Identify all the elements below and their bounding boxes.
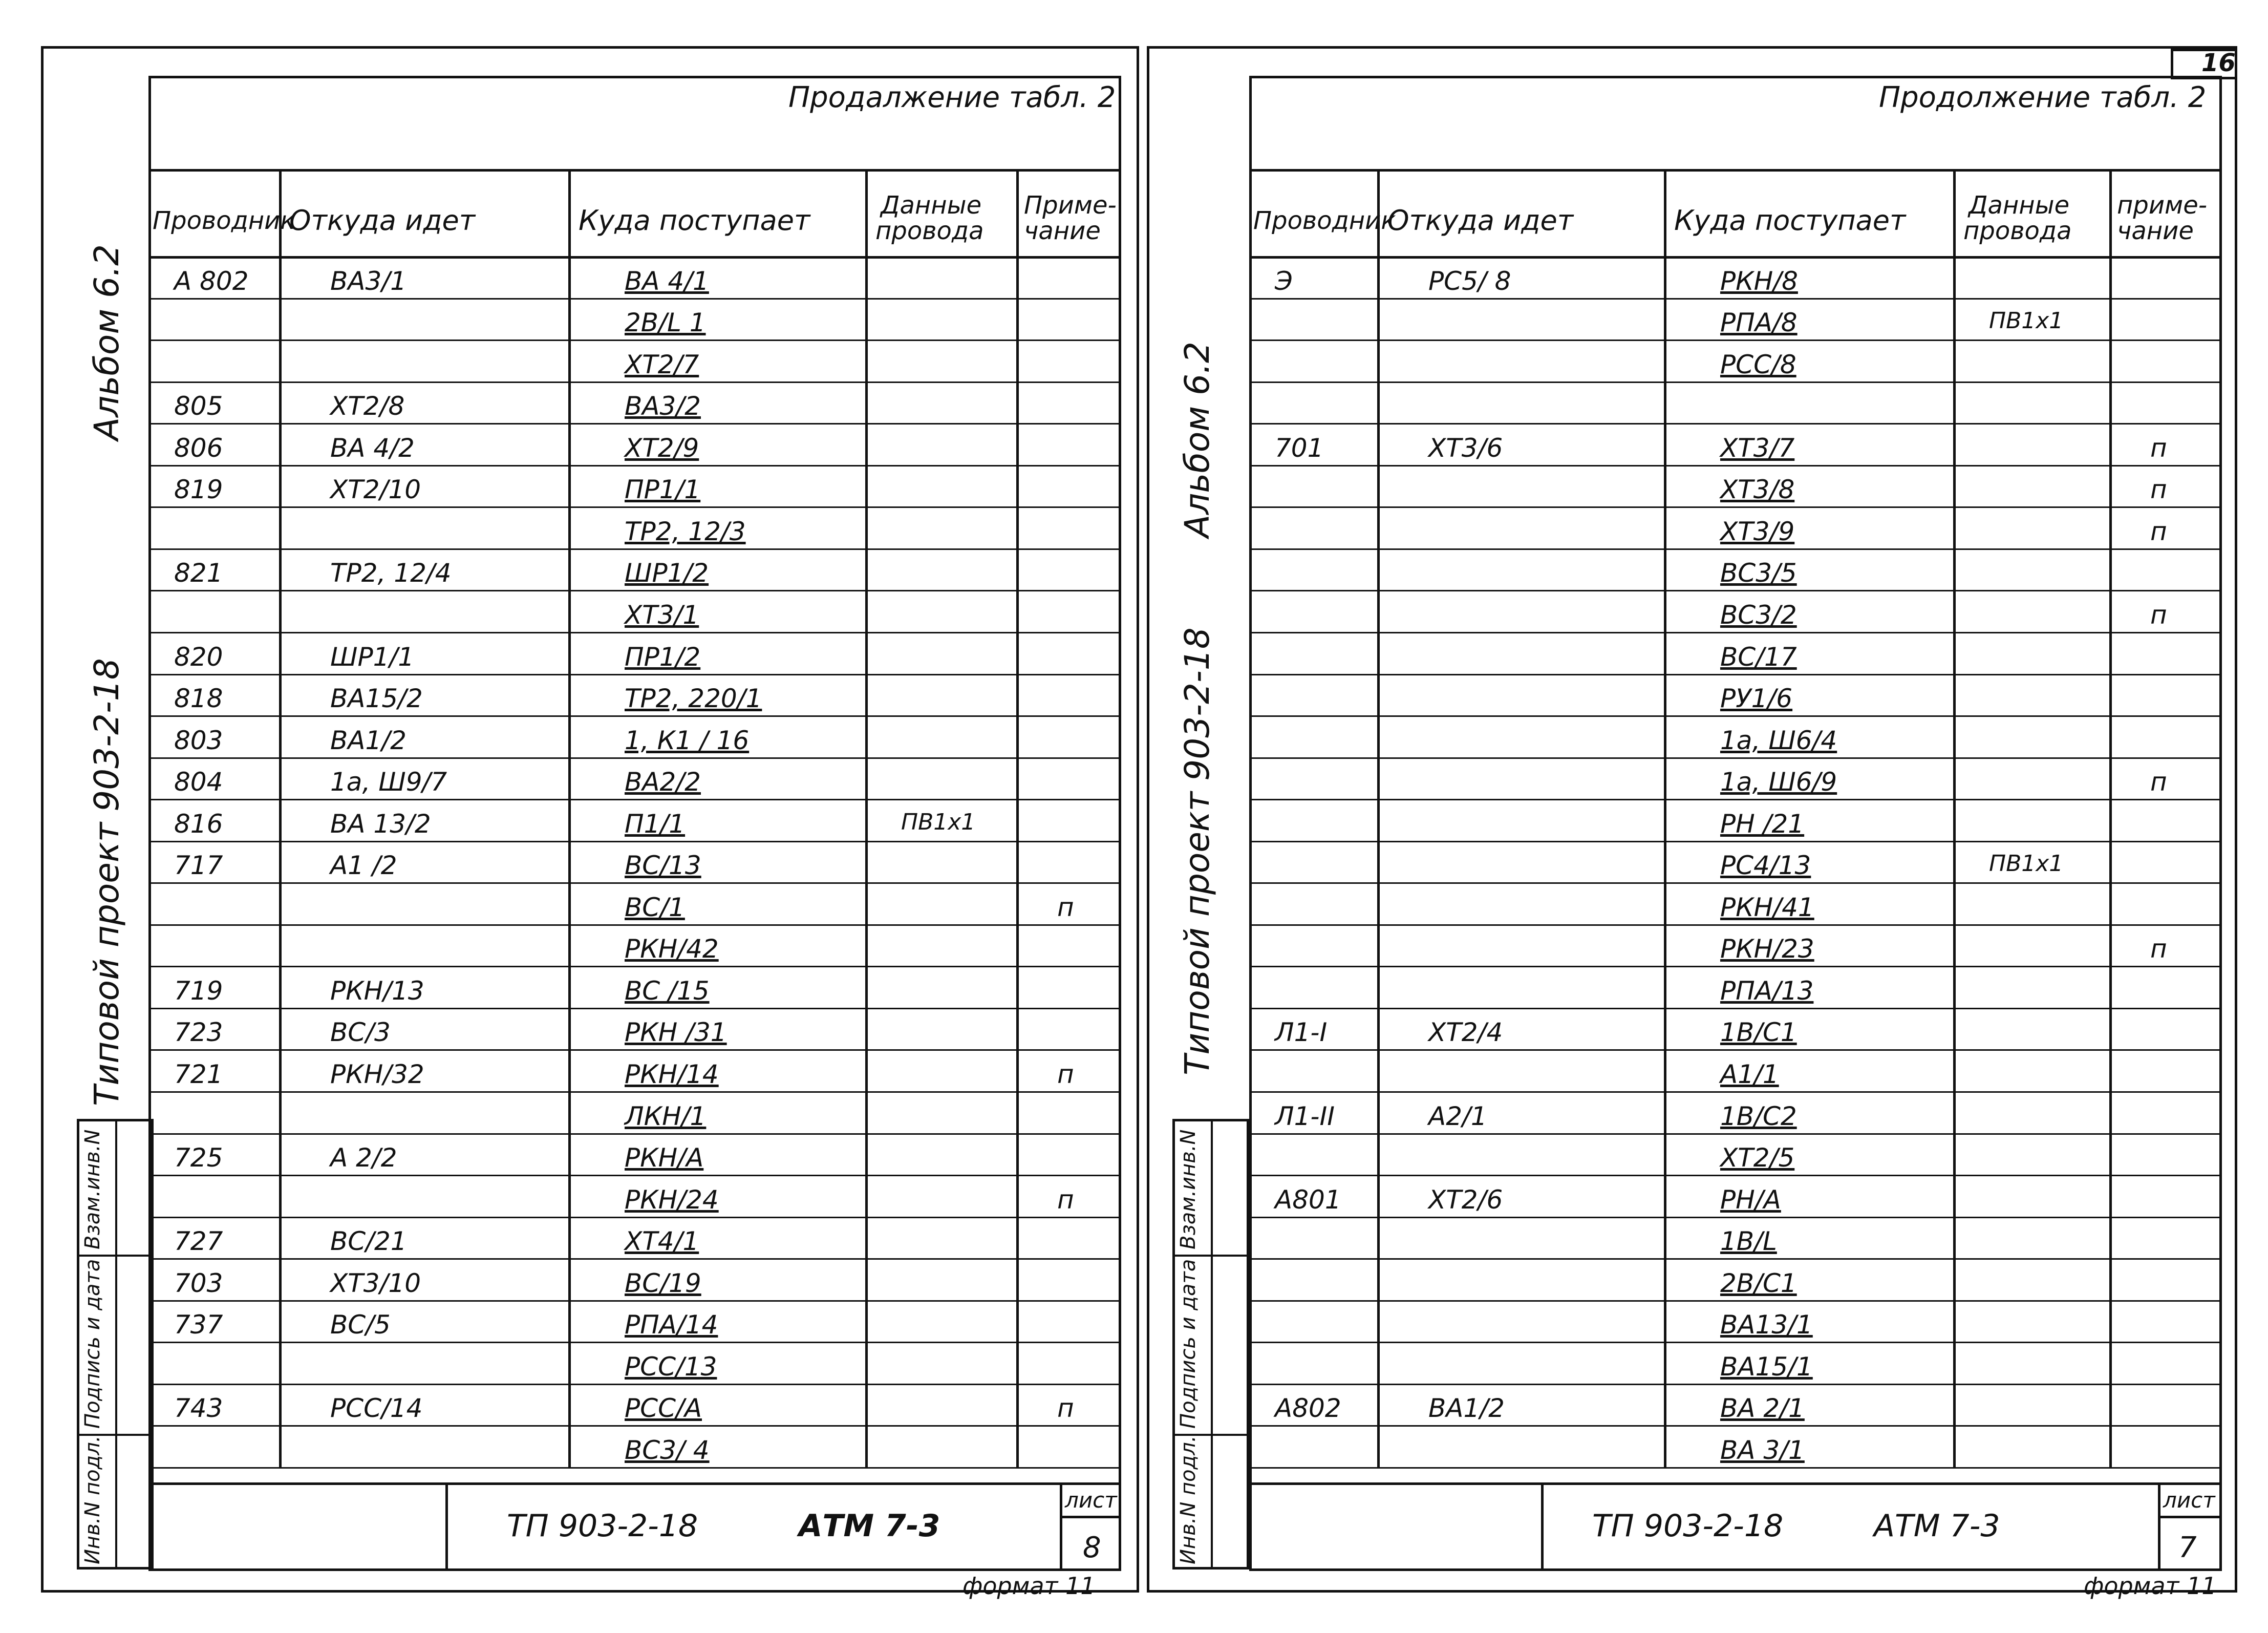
- table-row-line: [1249, 548, 2222, 550]
- header-data-line2: провода: [1963, 217, 2072, 245]
- header-wire: Проводник: [153, 206, 295, 235]
- cell-to: ВА 4/1: [625, 266, 709, 296]
- cell-to: ВС/17: [1720, 642, 1797, 672]
- cell-to: 1а, Ш6/4: [1720, 725, 1837, 755]
- table-row-line: [1249, 799, 2222, 800]
- stamp-divider: [1211, 1119, 1213, 1570]
- cell-to: РКН/А: [625, 1143, 704, 1173]
- cell-to: 1, К1 / 16: [625, 725, 750, 755]
- stamp-label: Взам.инв.N: [81, 1129, 104, 1249]
- cell-to: РСС/А: [625, 1393, 702, 1424]
- table-row-line: [1249, 298, 2222, 300]
- table-column-line: [1377, 169, 1380, 1467]
- table-row-line: [1249, 715, 2222, 717]
- table-column-line: [2109, 169, 2112, 1467]
- cell-wire: 819: [174, 475, 223, 505]
- cell-to: РПА/14: [625, 1310, 718, 1340]
- table-row-line: [148, 632, 1121, 633]
- table-row-line: [148, 1217, 1121, 1218]
- cell-wire: 721: [174, 1059, 223, 1090]
- left-footer-doc: АТМ 7-3: [799, 1508, 940, 1544]
- table-row-line: [148, 298, 1121, 300]
- cell-to: ХТ3/7: [1720, 433, 1795, 463]
- cell-to: РН/А: [1720, 1184, 1781, 1215]
- table-row-line: [148, 423, 1121, 425]
- cell-wire: 806: [174, 433, 223, 463]
- left-footer-code: ТП 903-2-18: [507, 1508, 698, 1544]
- cell-wire: Л1-II: [1275, 1101, 1335, 1131]
- cell-wire: 719: [174, 975, 223, 1006]
- cell-note: п: [1057, 892, 1074, 922]
- right-footer-code: ТП 903-2-18: [1592, 1508, 1784, 1544]
- header-to: Куда поступает: [579, 204, 810, 237]
- table-row-line: [148, 1175, 1121, 1176]
- cell-from: ВС/21: [330, 1226, 407, 1257]
- cell-to: РУ1/6: [1720, 684, 1793, 714]
- table-row-line: [148, 465, 1121, 466]
- table-row-line: [148, 1342, 1121, 1343]
- table-row-line: [1249, 674, 2222, 675]
- cell-note: п: [2150, 433, 2167, 463]
- cell-data: ПВ1х1: [1989, 851, 2064, 877]
- table-row-line: [148, 1008, 1121, 1009]
- cell-from: ХТ2/10: [330, 475, 421, 505]
- table-column-line: [865, 169, 868, 1467]
- right-side-album: Альбом 6.2: [1178, 341, 1217, 538]
- table-row-line: [148, 924, 1121, 926]
- left-sheet-label: лист: [1065, 1488, 1117, 1513]
- cell-from: А1 /2: [330, 851, 397, 881]
- table-row-line: [148, 1091, 1121, 1093]
- cell-from: ВА15/2: [330, 684, 423, 714]
- table-header-bottom-line: [148, 256, 1121, 259]
- stamp-label: Инв.N подл.: [81, 1435, 104, 1564]
- left-sheet-number: 8: [1083, 1531, 1101, 1564]
- cell-from: ВА 4/2: [330, 433, 415, 463]
- cell-from: А2/1: [1428, 1101, 1487, 1131]
- cell-from: А 2/2: [330, 1143, 397, 1173]
- cell-wire: 804: [174, 767, 223, 797]
- header-from: Откуда идет: [289, 204, 476, 237]
- cell-to: ХТ2/5: [1720, 1143, 1795, 1173]
- table-row-line: [1249, 381, 2222, 383]
- cell-to: ВА15/1: [1720, 1351, 1813, 1382]
- right-format-label: формат 11: [2084, 1572, 2217, 1600]
- cell-to: 1а, Ш6/9: [1720, 767, 1837, 797]
- cell-to: ВС/1: [625, 892, 685, 922]
- table-row-line: [148, 715, 1121, 717]
- cell-to: 1В/С2: [1720, 1101, 1797, 1131]
- cell-from: ВА 13/2: [330, 809, 431, 839]
- table-row-line: [148, 1384, 1121, 1385]
- table-row-line: [1249, 1133, 2222, 1135]
- header-to: Куда поступает: [1674, 204, 1906, 237]
- header-note-line1: приме-: [2117, 191, 2208, 220]
- left-format-label: формат 11: [962, 1572, 1096, 1600]
- cell-to: ХТ4/1: [625, 1226, 699, 1257]
- cell-from: ХТ2/4: [1428, 1017, 1503, 1048]
- table-row-line: [1249, 924, 2222, 926]
- cell-to: РКН/23: [1720, 934, 1814, 964]
- cell-to: ЛКН/1: [625, 1101, 707, 1131]
- cell-to: ПР1/2: [625, 642, 701, 672]
- cell-note: п: [1057, 1184, 1074, 1215]
- table-row-line: [1249, 465, 2222, 466]
- right-sheet-label: лист: [2163, 1488, 2215, 1513]
- cell-to: ВС /15: [625, 975, 710, 1006]
- cell-from: ХТ3/6: [1428, 433, 1503, 463]
- table-column-line: [279, 169, 282, 1467]
- cell-to: ХТ3/8: [1720, 475, 1795, 505]
- cell-wire: 725: [174, 1143, 223, 1173]
- cell-wire: A 802: [174, 266, 249, 296]
- cell-to: РКН/14: [625, 1059, 719, 1090]
- table-row-line: [148, 340, 1121, 341]
- table-column-line: [1016, 169, 1019, 1467]
- header-wire: Проводник: [1253, 206, 1396, 235]
- cell-to: П1/1: [625, 809, 686, 839]
- table-header-bottom-line: [1249, 256, 2222, 259]
- header-note-line2: чание: [1024, 217, 1101, 245]
- table-row-line: [1249, 1008, 2222, 1009]
- right-footer-doc: АТМ 7-3: [1874, 1508, 2000, 1544]
- table-row-line: [148, 1049, 1121, 1051]
- table-row-line: [148, 1133, 1121, 1135]
- table-header-top-line: [1249, 169, 2222, 172]
- cell-wire: А802: [1275, 1393, 1341, 1424]
- stamp-label: Взам.инв.N: [1176, 1129, 1200, 1249]
- cell-to: ХТ2/7: [625, 349, 699, 379]
- table-row-line: [148, 799, 1121, 800]
- cell-to: 1В/L: [1720, 1226, 1777, 1257]
- cell-from: РКН/32: [330, 1059, 424, 1090]
- cell-to: ВА 2/1: [1720, 1393, 1805, 1424]
- cell-to: РСС/8: [1720, 349, 1796, 379]
- cell-to: ПР1/1: [625, 475, 701, 505]
- cell-to: РКН/42: [625, 934, 719, 964]
- table-row-line: [148, 506, 1121, 508]
- table-row-line: [1249, 1425, 2222, 1427]
- cell-to: ХТ3/9: [1720, 516, 1795, 546]
- cell-from: ВА3/1: [330, 266, 406, 296]
- right-sheet-number: 7: [2178, 1531, 2197, 1564]
- cell-to: ВС3/2: [1720, 600, 1797, 630]
- table-row-line: [148, 841, 1121, 842]
- right-continuation-title: Продолжение табл. 2: [1879, 81, 2207, 114]
- header-note-line2: чание: [2117, 217, 2194, 245]
- cell-to: 2В/L 1: [625, 308, 706, 338]
- cell-note: п: [2150, 934, 2167, 964]
- right-corner-number: 16: [2201, 49, 2236, 77]
- cell-to: ВА3/2: [625, 391, 701, 421]
- cell-from: РС5/ 8: [1428, 266, 1511, 296]
- cell-wire: 821: [174, 558, 223, 588]
- cell-from: РКН/13: [330, 975, 424, 1006]
- header-data-line2: провода: [875, 217, 984, 245]
- cell-wire: Л1-I: [1275, 1017, 1328, 1048]
- cell-wire: 701: [1275, 433, 1324, 463]
- cell-note: п: [2150, 767, 2167, 797]
- table-row-line: [1249, 506, 2222, 508]
- right-footer-div2: [2158, 1482, 2160, 1570]
- cell-wire: 816: [174, 809, 223, 839]
- cell-wire: 703: [174, 1268, 223, 1298]
- table-row-line: [148, 590, 1121, 591]
- stamp-label: Подпись и дата: [1176, 1259, 1200, 1429]
- cell-to: ВС/13: [625, 851, 701, 881]
- stamp-label: Подпись и дата: [81, 1259, 104, 1429]
- header-data-line1: Данные: [1969, 191, 2070, 220]
- table-header-top-line: [148, 169, 1121, 172]
- table-row-line: [148, 1425, 1121, 1427]
- cell-to: РС4/13: [1720, 851, 1811, 881]
- table-row-line: [1249, 1091, 2222, 1093]
- stamp-row-line: [77, 1255, 154, 1257]
- left-footer-div2: [1060, 1482, 1062, 1570]
- table-row-line: [1249, 841, 2222, 842]
- table-row-line: [1249, 1300, 2222, 1302]
- cell-note: п: [2150, 600, 2167, 630]
- cell-wire: 805: [174, 391, 223, 421]
- table-row-line: [148, 1467, 1121, 1469]
- table-row-line: [1249, 757, 2222, 759]
- table-row-line: [1249, 1384, 2222, 1385]
- table-column-line: [568, 169, 571, 1467]
- stamp-row-line: [1172, 1255, 1249, 1257]
- table-row-line: [148, 381, 1121, 383]
- cell-to: ХТ2/9: [625, 433, 699, 463]
- right-footer-div1: [1541, 1482, 1544, 1570]
- table-row-line: [1249, 1175, 2222, 1176]
- cell-wire: 727: [174, 1226, 223, 1257]
- right-sheet-divider: [2158, 1516, 2222, 1518]
- cell-to: РПА/13: [1720, 975, 1814, 1006]
- table-row-line: [148, 1258, 1121, 1260]
- cell-wire: 723: [174, 1017, 223, 1048]
- left-sheet-divider: [1060, 1516, 1121, 1518]
- cell-to: РСС/13: [625, 1351, 717, 1382]
- table-row-line: [1249, 1258, 2222, 1260]
- left-continuation-title: Продалжение табл. 2: [788, 81, 1116, 114]
- left-footer-div1: [445, 1482, 448, 1570]
- cell-to: ВА 3/1: [1720, 1435, 1805, 1465]
- header-from: Откуда идет: [1387, 204, 1574, 237]
- table-row-line: [1249, 1217, 2222, 1218]
- table-row-line: [148, 548, 1121, 550]
- cell-to: ВА13/1: [1720, 1310, 1813, 1340]
- header-data-line1: Данные: [881, 191, 982, 220]
- table-row-line: [148, 674, 1121, 675]
- cell-to: 1В/С1: [1720, 1017, 1797, 1048]
- cell-to: РКН/24: [625, 1184, 719, 1215]
- cell-to: ХТ3/1: [625, 600, 699, 630]
- table-row-line: [148, 1300, 1121, 1302]
- cell-note: п: [1057, 1393, 1074, 1424]
- cell-to: 2В/С1: [1720, 1268, 1797, 1298]
- right-footer-top-line: [1249, 1482, 2222, 1485]
- cell-to: ВС/19: [625, 1268, 701, 1298]
- cell-to: ВС3/ 4: [625, 1435, 710, 1465]
- table-row-line: [148, 757, 1121, 759]
- cell-note: п: [2150, 475, 2167, 505]
- cell-wire: 737: [174, 1310, 223, 1340]
- cell-from: 1а, Ш9/7: [330, 767, 447, 797]
- cell-to: РКН /31: [625, 1017, 727, 1048]
- table-row-line: [1249, 1342, 2222, 1343]
- cell-from: ВС/5: [330, 1310, 391, 1340]
- cell-from: ХТ2/6: [1428, 1184, 1503, 1215]
- stamp-divider: [115, 1119, 117, 1570]
- table-row-line: [1249, 1467, 2222, 1469]
- cell-from: ТР2, 12/4: [330, 558, 452, 588]
- header-note-line1: Приме-: [1024, 191, 1117, 220]
- cell-data: ПВ1х1: [901, 809, 976, 835]
- cell-to: ШР1/2: [625, 558, 709, 588]
- table-row-line: [1249, 632, 2222, 633]
- table-row-line: [1249, 882, 2222, 884]
- cell-to: А1/1: [1720, 1059, 1779, 1090]
- cell-from: ХТ2/8: [330, 391, 405, 421]
- cell-note: п: [1057, 1059, 1074, 1090]
- cell-wire: Э: [1275, 266, 1293, 296]
- cell-to: РКН/8: [1720, 266, 1798, 296]
- cell-to: РКН/41: [1720, 892, 1814, 922]
- table-row-line: [148, 966, 1121, 967]
- cell-to: РН /21: [1720, 809, 1805, 839]
- cell-from: ХТ3/10: [330, 1268, 421, 1298]
- left-footer-top-line: [148, 1482, 1121, 1485]
- right-side-project: Типовой проект 903-2-18: [1178, 627, 1217, 1075]
- cell-from: ШР1/1: [330, 642, 415, 672]
- table-column-line: [1664, 169, 1666, 1467]
- cell-wire: 803: [174, 725, 223, 755]
- cell-wire: 717: [174, 851, 223, 881]
- cell-note: п: [2150, 516, 2167, 546]
- cell-wire: А801: [1275, 1184, 1341, 1215]
- table-row-line: [1249, 1049, 2222, 1051]
- cell-wire: 743: [174, 1393, 223, 1424]
- cell-to: ТР2, 12/3: [625, 516, 746, 546]
- table-row-line: [1249, 423, 2222, 425]
- cell-to: ВА2/2: [625, 767, 701, 797]
- cell-from: ВС/3: [330, 1017, 391, 1048]
- cell-wire: 820: [174, 642, 223, 672]
- cell-data: ПВ1х1: [1989, 308, 2064, 334]
- left-side-project: Типовой проект 903-2-18: [87, 658, 126, 1106]
- stamp-label: Инв.N подл.: [1176, 1435, 1200, 1564]
- cell-to: РПА/8: [1720, 308, 1798, 338]
- table-row-line: [1249, 966, 2222, 967]
- cell-from: РСС/14: [330, 1393, 423, 1424]
- cell-from: ВА1/2: [330, 725, 406, 755]
- cell-from: ВА1/2: [1428, 1393, 1505, 1424]
- table-row-line: [1249, 340, 2222, 341]
- table-row-line: [1249, 590, 2222, 591]
- cell-to: ВС3/5: [1720, 558, 1797, 588]
- table-row-line: [148, 882, 1121, 884]
- table-column-line: [1953, 169, 1956, 1467]
- left-side-album: Альбом 6.2: [87, 244, 126, 440]
- cell-wire: 818: [174, 684, 223, 714]
- cell-to: ТР2, 220/1: [625, 684, 762, 714]
